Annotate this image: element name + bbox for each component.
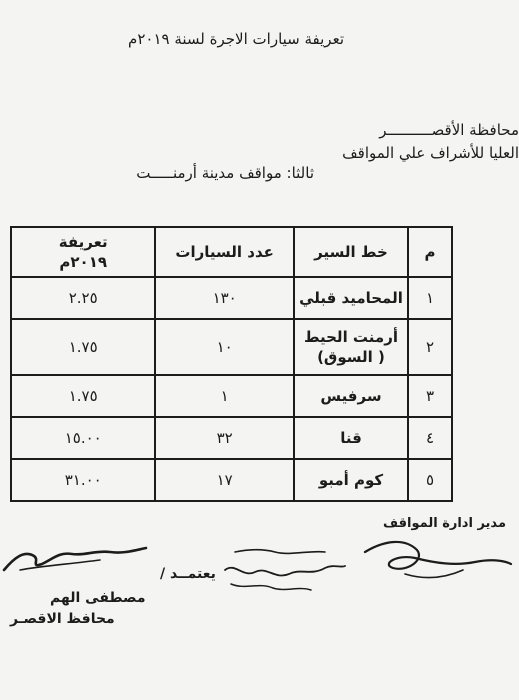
governor-title: محافظ الاقصـر <box>10 611 115 627</box>
header-count: عدد السيارات <box>155 227 293 277</box>
section-title: ثالثا: مواقف مدينة أرمنـــــت <box>136 164 314 182</box>
governor-name: مصطفى الهم <box>50 590 146 606</box>
table-row <box>11 375 452 417</box>
row-count: ١٧ <box>155 459 293 501</box>
row-line-text: قنا <box>340 429 362 447</box>
table-row <box>11 277 452 319</box>
row-line <box>294 459 408 501</box>
governorate-name: محافظة الأقصــــــــــر <box>379 121 519 139</box>
header-line: خط السير <box>294 227 408 277</box>
header-fare-line2: ٢٠١٩م <box>59 253 108 271</box>
table-header-row <box>11 227 452 277</box>
header-num: م <box>408 227 452 277</box>
deputy-signature <box>215 538 350 598</box>
document-title: تعريفة سيارات الاجرة لسنة ٢٠١٩م <box>128 30 344 48</box>
row-line-text: سرفيس <box>320 387 382 405</box>
row-num: ١ <box>408 277 452 319</box>
row-num: ٤ <box>408 417 452 459</box>
table-row <box>11 417 452 459</box>
row-line-text: أرمنت الحيط <box>303 328 398 346</box>
row-count: ١ <box>155 375 293 417</box>
row-num: ٣ <box>408 375 452 417</box>
header-fare <box>11 227 155 277</box>
row-count: ٣٢ <box>155 417 293 459</box>
manager-title: مدير ادارة المواقف <box>383 516 506 531</box>
row-line <box>294 417 408 459</box>
committee-name: العليا للأشراف علي المواقف <box>342 144 519 162</box>
row-num: ٥ <box>408 459 452 501</box>
row-fare: ١.٧٥ <box>11 319 155 375</box>
table-row <box>11 459 452 501</box>
approval-label: يعتمــد / <box>160 566 216 582</box>
header-fare-line1: تعريفة <box>58 233 108 251</box>
row-fare: ١٥.٠٠ <box>11 417 155 459</box>
manager-signature <box>345 530 515 590</box>
row-line-text: كوم أمبو <box>318 471 384 489</box>
row-line <box>294 277 408 319</box>
tariff-table <box>10 226 453 502</box>
row-fare: ٣١.٠٠ <box>11 459 155 501</box>
row-line-subtext: ( السوق) <box>317 348 385 366</box>
row-fare: ٢.٢٥ <box>11 277 155 319</box>
row-count: ١٠ <box>155 319 293 375</box>
row-count: ١٣٠ <box>155 277 293 319</box>
governor-signature <box>0 540 150 580</box>
row-num: ٢ <box>408 319 452 375</box>
row-fare: ١.٧٥ <box>11 375 155 417</box>
row-line <box>294 375 408 417</box>
table-row <box>11 319 452 375</box>
row-line <box>294 319 408 375</box>
row-line-text: المحاميد قبلي <box>299 289 403 307</box>
